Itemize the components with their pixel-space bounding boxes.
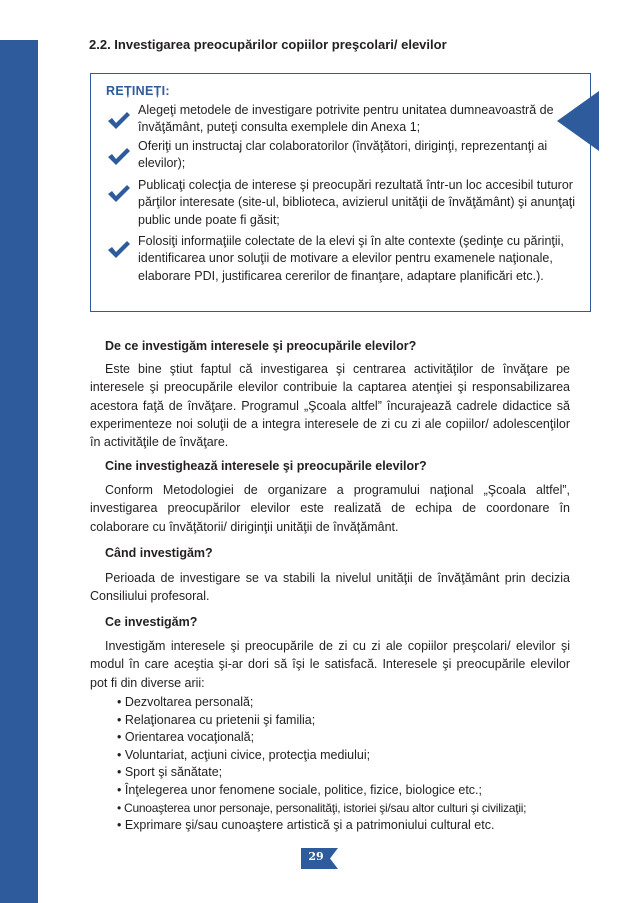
reminder-title: REȚINEȚI: (106, 84, 170, 98)
list-item: • Voluntariat, acţiuni civice, protecţia mediului; (117, 747, 371, 762)
question-heading: De ce investigăm interesele şi preocupările elevilor? (105, 339, 417, 353)
check-icon (107, 183, 131, 203)
question-heading: Ce investigăm? (105, 615, 198, 629)
list-item: • Relaţionarea cu prietenii şi familia; (117, 712, 316, 727)
list-item: • Dezvoltarea personală; (117, 695, 254, 709)
areas-list (117, 694, 526, 835)
check-icon (107, 110, 131, 130)
section-title: 2.2. Investigarea preocupărilor copiilor preşcolari/ elevilor (89, 37, 447, 52)
reminder-box (90, 73, 591, 312)
list-item: • Cunoaşterea unor personaje, personalităţi, istoriei şi/sau altor culturi şi civilizaţii; (117, 800, 527, 815)
side-band (0, 40, 38, 903)
body-paragraph: Este bine ştiut faptul că investigarea şi centrarea activităţilor de învăţare pe interesele şi preocupările elevilor contribuie la captarea atenţiei şi responsabilizarea acestora faţă de învăţare. Programul „Şcoala altfel” încurajează cadrele didactice să experimenteze noi soluţii de a integra interesele de zi cu zi ale copiilor/ adolescenţilor în activităţile de învăţare. (90, 362, 570, 450)
question-heading: Cine investighează interesele şi preocupările elevilor? (105, 459, 427, 473)
check-icon (107, 239, 131, 259)
body-paragraph: Perioada de investigare se va stabili la nivelul unităţii de învăţământ prin decizia Consiliului profesoral. (90, 571, 570, 604)
reminder-item-text: Publicaţi colecţia de interese şi preocupări rezultată într-un loc accesibil tuturor părţilor interesate (site-ul, biblioteca, avizierul unităţii de învăţământ) şi anunţaţi public unde poate fi găsit; (138, 178, 576, 227)
check-icon (107, 146, 131, 166)
question-heading: Când investigăm? (105, 546, 213, 560)
list-item: • Orientarea vocaţională; (117, 730, 255, 745)
list-item: • Sport şi sănătate; (117, 765, 223, 780)
reminder-item-text: Folosiţi informaţiile colectate de la elevi şi în alte contexte (şedinţe cu părinţii, identificarea unor soluţii de motivare a elevilor pentru examenele naţionale, elaborare PDI, justificarea cererilor de finanţare, adaptare planificări etc.). (138, 234, 564, 283)
body-paragraph: Investigăm interesele şi preocupările de zi cu zi ale copiilor preşcolari/ elevilor şi modul în care aceştia şi-ar dori să îşi le satisfacă. Interesele şi preocupările elevilor pot fi din diverse arii: (90, 639, 570, 690)
list-item: • Înţelegerea unor fenomene sociale, politice, fizice, biologice etc.; (117, 782, 483, 797)
reminder-item-text: Alegeţi metodele de investigare potrivite pentru unitatea dumneavoastră de învăţământ, puteţi consulta exemplele din Anexa 1; (138, 103, 554, 135)
bookmark-ribbon-icon (557, 91, 599, 151)
list-item: • Exprimare şi/sau cunoaştere artistică şi a patrimoniului cultural etc. (117, 818, 495, 833)
page-number: 29 (308, 850, 324, 863)
reminder-item-text: Oferiţi un instructaj clar colaboratorilor (învăţători, diriginţi, reprezentanţi ai elevilor); (138, 139, 548, 171)
body-paragraph: Conform Metodologiei de organizare a programului naţional „Şcoala altfel”, investigarea preocupărilor elevilor este realizată de echipa de coordonare în colaborare cu învăţătorii/ diriginţii unităţii de învăţământ. (90, 483, 570, 534)
